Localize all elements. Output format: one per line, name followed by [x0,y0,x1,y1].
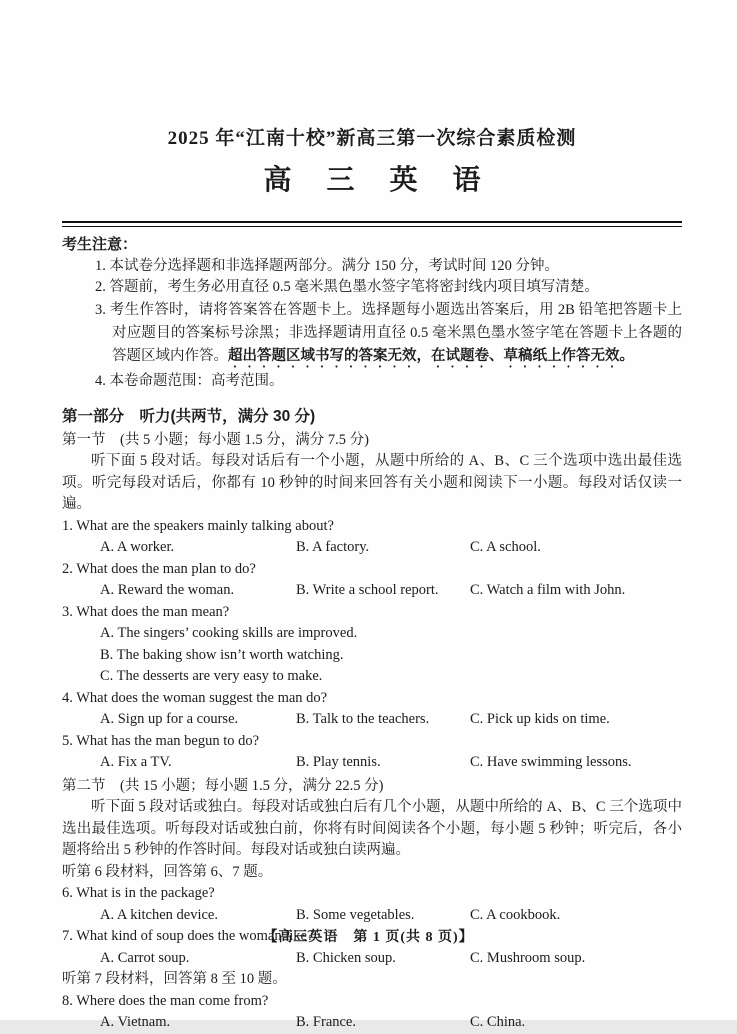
question-3-option-b: B. The baking show isn’t worth watching. [100,646,344,663]
question-6-text: 6. What is in the package? [62,885,215,901]
question-2-option-c: C. Watch a film with John. [470,582,626,598]
part1-heading: 第一部分 听力(共两节，满分 30 分) [62,408,316,425]
notice-item-3-text: 3. 考生作答时，请将答案答在答题卡上。选择题每小题选出答案后，用 2B 铅笔把答题卡上对应题目的答案标号涂黑；非选择题请用直径 0.5 毫米黑色墨水签字笔在答题卡上各题的答题区域内作答。 [95,301,682,364]
question-4-option-b: B. Talk to the teachers. [296,711,430,727]
question-5-option-c: C. Have swimming lessons. [470,754,632,770]
notice-item-1: 1. 本试卷分选择题和非选择题两部分。满分 150 分，考试时间 120 分钟。 [95,257,559,274]
question-5-option-a: A. Fix a TV. [100,754,172,770]
question-3-option-c: C. The desserts are very easy to make. [100,668,323,684]
question-7-option-b: B. Chicken soup. [296,949,396,966]
question-1-text: 1. What are the speakers mainly talking about? [62,517,334,534]
question-6-option-a: A. A kitchen device. [100,906,218,923]
header-divider [62,221,682,227]
question-4-text: 4. What does the woman suggest the man do? [62,689,328,706]
question-2-option-b: B. Write a school report. [296,582,439,598]
question-7-options [62,948,682,970]
question-3-text: 3. What does the man mean? [62,603,230,620]
page-content [62,0,682,1034]
question-8-option-a: A. Vietnam. [100,1014,171,1030]
exam-subject-title: 高 三 英 语 [263,164,495,196]
question-8-option-b: B. France. [296,1014,356,1030]
question-5-option-b: B. Play tennis. [296,754,381,770]
question-8-text: 8. Where does the man come from? [62,992,269,1009]
question-5-options [62,752,682,774]
notice-item-3 [62,299,682,371]
section1-heading: 第一节 (共 5 小题；每小题 1.5 分，满分 7.5 分) [62,431,369,448]
notice-item-4: 4. 本卷命题范围：高考范围。 [95,372,284,389]
question-4-options [62,709,682,731]
question-6-option-c: C. A cookbook. [470,906,561,923]
question-7-option-a: A. Carrot soup. [100,949,190,966]
question-1-option-c: C. A school. [470,539,541,555]
question-2-text: 2. What does the man plan to do? [62,560,256,577]
question-4-option-a: A. Sign up for a course. [100,711,239,727]
exam-title: 2025 年“江南十校”新高三第一次综合素质检测 [167,128,577,149]
question-7-text: 7. What kind of soup does the woman like? [62,928,314,944]
notice-item-2: 2. 答题前，考生务必用直径 0.5 毫米黑色墨水签字笔将密封线内项目填写清楚。 [95,279,599,295]
material-cue-6: 听第 6 段材料，回答第 6、7 题。 [62,863,273,880]
question-1-option-b: B. A factory. [296,539,370,555]
question-7-option-c: C. Mushroom soup. [470,949,586,966]
question-6-option-b: B. Some vegetables. [296,906,415,923]
question-1-option-a: A. A worker. [100,539,175,555]
question-5-text: 5. What has the man begun to do? [62,732,260,749]
question-8-options [62,1012,682,1034]
question-3-option-a: A. The singers’ cooking skills are improved. [100,625,358,641]
question-4-option-c: C. Pick up kids on time. [470,711,610,727]
material-cue-7: 听第 7 段材料，回答第 8 至 10 题。 [62,971,287,987]
notice-heading: 考生注意： [62,236,138,253]
page-footer: 【高三英语 第 1 页(共 8 页)】 [263,930,474,945]
question-2-option-a: A. Reward the woman. [100,582,235,598]
section2-heading: 第二节 (共 15 小题；每小题 1.5 分，满分 22.5 分) [62,777,384,794]
notice-item-3-emphasis: 超出答题区域书写的答案无效，在试题卷、草稿纸上作答无效。 [228,347,634,364]
question-6-options [62,905,682,927]
question-8-option-c: C. China. [470,1014,526,1030]
section2-instructions: 听下面 5 段对话或独白。每段对话或独白后有几个小题，从题中所给的 A、B、C 三个选项中选出最佳选项。听每段对话或独白前，你将有时间阅读各个小题，每小题 5 秒钟；听完后，各小题将给出 5 秒钟的作答时间。每段对话或独白读两遍。 [62,799,682,858]
question-2-options [62,580,682,602]
question-1-options [62,537,682,559]
question-3-options [62,623,682,688]
section1-instructions: 听下面 5 段对话。每段对话后有一个小题，从题中所给的 A、B、C 三个选项中选出最佳选项。听完每段对话后，你都有 10 秒钟的时间来回答有关小题和阅读下一小题。每段对话仅读一遍。 [62,453,682,512]
